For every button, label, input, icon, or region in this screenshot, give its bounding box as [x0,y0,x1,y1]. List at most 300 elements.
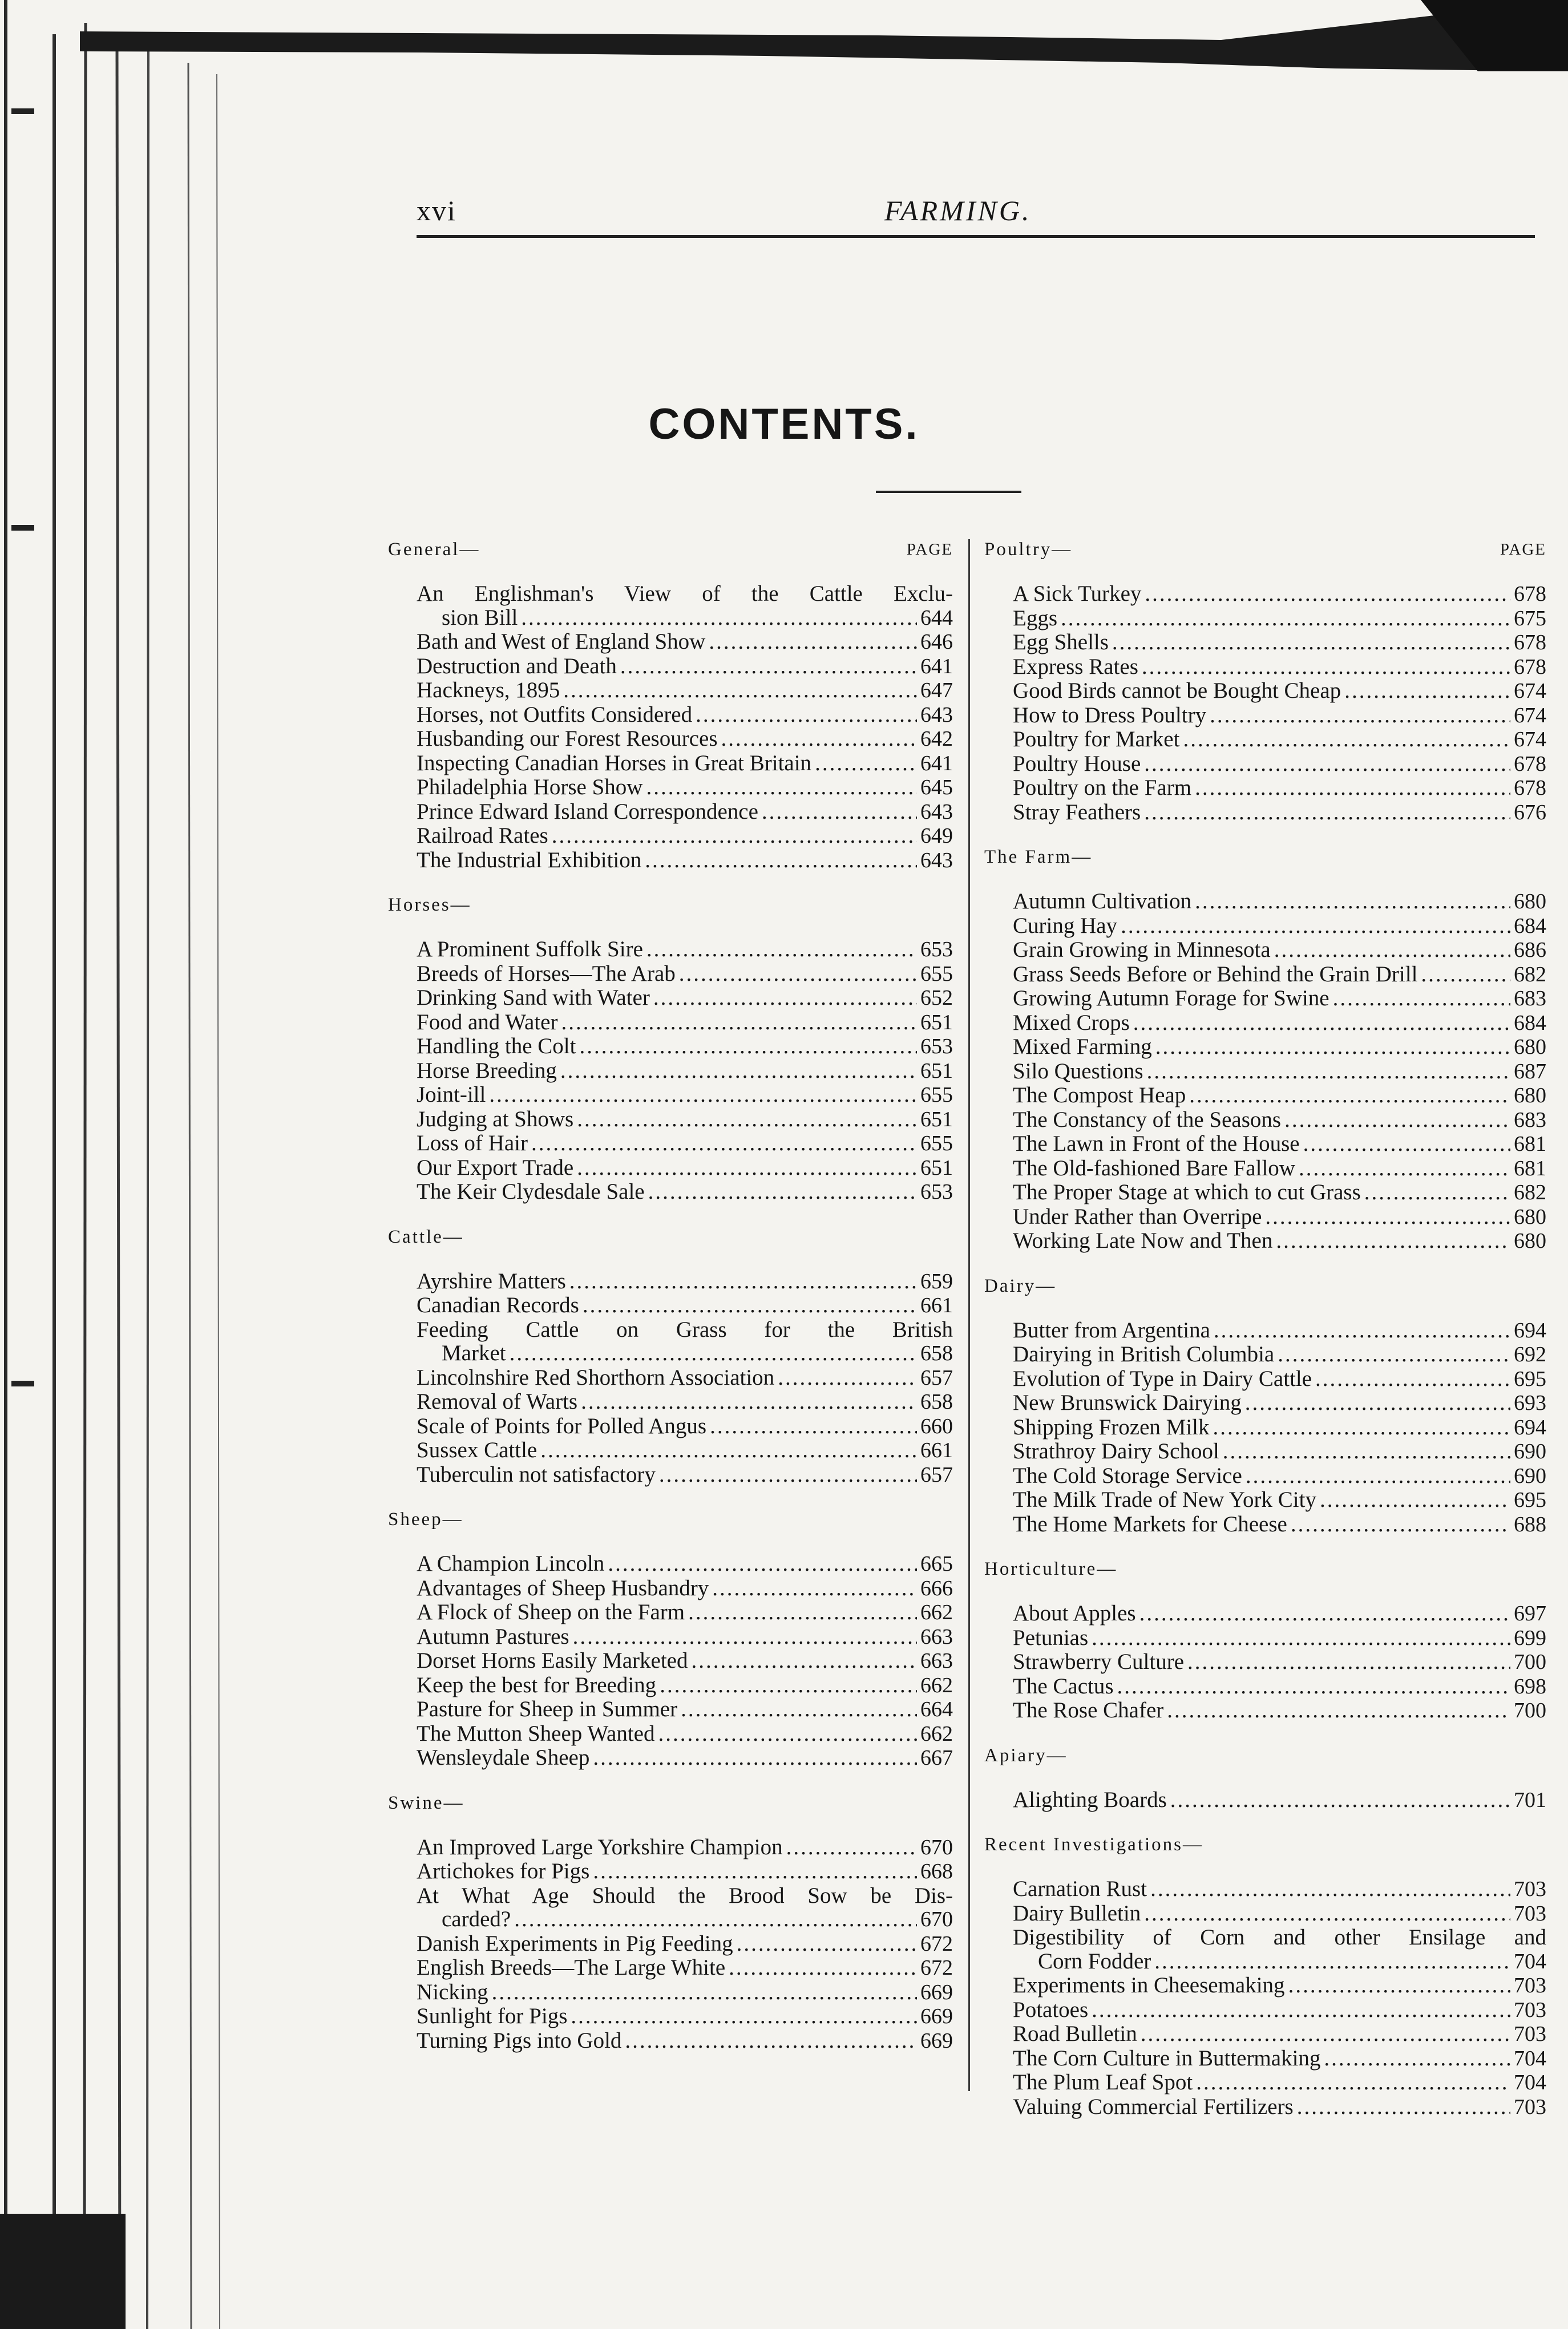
section-heading-text: Cattle— [388,1226,464,1247]
entry-title: How to Dress Poultry [1013,702,1207,727]
entry-page-number: 698 [1514,1674,1546,1699]
contents-section [984,1831,1546,2119]
dot-leader [581,1390,917,1414]
contents-entry [417,1649,953,1673]
entry-title: Poultry on the Farm [1013,775,1192,800]
contents-entry [1013,1650,1546,1675]
entry-page-number: 658 [920,1390,953,1414]
contents-entry [417,986,953,1010]
entry-page-number: 661 [920,1293,953,1317]
entry-page-number: 688 [1514,1512,1546,1537]
dot-leader [1265,1205,1510,1229]
contents-entry [417,1293,953,1318]
entry-page-number: 680 [1514,1204,1546,1229]
section-heading-text: Sheep— [388,1509,463,1530]
entry-title: Curing Hay [1013,913,1118,938]
dot-leader [712,1576,917,1600]
dot-leader [1154,1950,1510,1974]
section-heading-text: Poultry— [984,539,1073,560]
entry-continuation [417,1341,953,1366]
right-column [984,536,1546,2138]
dot-leader [815,751,917,775]
entry-page-number: 651 [920,1010,953,1034]
entry-continuation [417,1907,953,1932]
dot-leader [1214,1319,1510,1343]
entry-title: About Apples [1013,1601,1136,1626]
entry-page-number: 692 [1514,1343,1546,1366]
entry-page-number: 667 [920,1746,953,1770]
entry-title: New Brunswick Dairying [1013,1390,1242,1415]
entry-page-number: 669 [920,1980,953,2004]
entry-title: Poultry House [1013,751,1141,776]
dot-leader [1297,2095,1510,2119]
contents-entry [1013,582,1546,606]
contents-entry [417,1463,953,1487]
dot-leader [1144,752,1510,776]
dot-leader [1145,582,1510,606]
dot-leader [1141,2022,1510,2046]
contents-entry [1013,1180,1546,1205]
dot-leader [696,703,917,727]
contents-entry [417,751,953,776]
entry-title: Good Birds cannot be Bought Cheap [1013,678,1341,703]
entry-title: Butter from Argentina [1013,1317,1210,1343]
entry-page-number: 643 [920,799,953,824]
entry-title: A Sick Turkey [1013,581,1142,606]
entry-page-number: 682 [1514,1180,1546,1204]
dot-leader [1315,1367,1510,1391]
contents-entry [417,1884,953,1932]
contents-entry [1013,889,1546,914]
dot-leader [1150,1877,1510,1901]
entry-title: Dairying in British Columbia [1013,1342,1275,1366]
entry-title-cont: sion Bill [442,605,518,630]
dot-leader [620,654,917,678]
section-heading [388,892,953,918]
dot-leader [1117,1675,1510,1699]
dot-leader [737,1932,917,1956]
dot-leader [577,1107,917,1131]
contents-entry [1013,1108,1546,1133]
entry-title: Prince Edward Island Correspondence [417,799,758,824]
dot-leader [593,1859,917,1883]
entry-title: Lincolnshire Red Shorthorn Association [417,1365,775,1390]
entry-page-number: 662 [920,1721,953,1746]
dot-leader [569,1269,917,1293]
entry-page-number: 641 [920,654,953,678]
entry-page-number: 655 [920,1083,953,1107]
entry-title: Mixed Farming [1013,1034,1152,1059]
entry-page-number: 700 [1514,1650,1546,1674]
entry-page-number: 651 [920,1107,953,1131]
entry-title: Grass Seeds Before or Behind the Grain Drill [1013,961,1418,986]
entry-title: The Home Markets for Cheese [1013,1511,1287,1537]
contents-entry [417,1746,953,1770]
entry-page-number: 678 [1514,751,1546,776]
entry-page-number: 704 [1514,1949,1546,1974]
contents-entry [417,1673,953,1698]
dot-leader [563,678,917,702]
dot-leader [1121,914,1510,938]
dot-leader [1061,606,1510,630]
entry-title: Inspecting Canadian Horses in Great Britain [417,750,812,775]
entry-page-number: 687 [1514,1059,1546,1083]
dot-leader [1421,963,1510,986]
entry-page-number: 695 [1514,1488,1546,1512]
dot-leader [514,1907,917,1931]
section-heading [984,1273,1546,1299]
entry-page-number: 646 [920,630,953,654]
dot-leader [659,1463,917,1487]
contents-entry [417,824,953,848]
entry-page-number: 680 [1514,1229,1546,1253]
contents-entry [417,1156,953,1180]
entry-page-number: 704 [1514,2046,1546,2071]
entry-title: An Englishman's View of the Cattle Exclu- [417,581,953,606]
entry-title: Canadian Records [417,1293,579,1317]
entry-title: Keep the best for Breeding [417,1672,657,1697]
entry-page-number: 680 [1514,1083,1546,1107]
contents-entry [417,800,953,824]
dot-leader [579,1034,917,1058]
contents-entry [417,1722,953,1746]
contents-section [984,844,1546,1254]
contents-entry [1013,914,1546,939]
entry-title: At What Age Should the Brood Sow be Dis- [417,1883,953,1908]
entry-page-number: 670 [920,1907,953,1931]
entry-page-number: 703 [1514,2022,1546,2046]
contents-entry [1013,1877,1546,1902]
entry-title: Evolution of Type in Dairy Cattle [1013,1366,1312,1391]
top-edge-artifact [80,0,1568,71]
dot-leader [1142,655,1510,679]
contents-entry [417,1932,953,1956]
entry-page-number: 661 [920,1438,953,1462]
entry-page-number: 690 [1514,1440,1546,1463]
entry-page-number: 701 [1514,1788,1546,1812]
entry-page-number: 666 [920,1576,953,1600]
section-heading [388,1506,953,1533]
entry-title-cont: carded? [442,1907,511,1931]
dot-leader [1303,1132,1510,1156]
entry-title: Food and Water [417,1009,558,1034]
entry-page-number: 665 [920,1552,953,1576]
contents-entry [417,848,953,873]
dot-leader [492,1980,917,2004]
entry-page-number: 657 [920,1462,953,1487]
dot-leader [625,2029,917,2053]
dot-leader [681,1697,917,1721]
section-heading-text: Dairy— [984,1275,1057,1296]
entry-page-number: 669 [920,2028,953,2053]
contents-entry [1013,2095,1546,2120]
contents-entry [1013,752,1546,777]
contents-entry [1013,1011,1546,1036]
entry-page-number: 678 [1514,776,1546,800]
entry-title: The Plum Leaf Spot [1013,2070,1193,2095]
contents-entry [417,1625,953,1649]
entry-title: Judging at Shows [417,1106,574,1131]
page-folio: xvi [417,195,456,227]
entry-title: Poultry for Market [1013,727,1180,751]
section-heading-text: Horticulture— [984,1559,1118,1579]
dot-leader [1187,1650,1510,1674]
dot-leader [1092,1998,1510,2022]
entry-title: Scale of Points for Polled Angus [417,1413,707,1438]
contents-entry [417,630,953,654]
contents-section [984,536,1546,824]
dot-leader [721,727,917,751]
dot-leader [786,1835,917,1859]
entry-title: English Breeds—The Large White [417,1955,726,1980]
entry-title: Dairy Bulletin [1013,1901,1141,1926]
entry-page-number: 645 [920,775,953,799]
dot-leader [489,1083,917,1107]
dot-leader [1213,1416,1510,1440]
column-divider [968,539,970,2091]
entry-title: Wensleydale Sheep [417,1745,590,1770]
contents-section [388,1790,953,2053]
contents-entry [417,1131,953,1156]
contents-entry [417,1059,953,1083]
entry-page-number: 651 [920,1058,953,1083]
entry-title: Our Export Trade [417,1155,574,1180]
entry-title: The Old-fashioned Bare Fallow [1013,1155,1295,1180]
contents-entry [1013,1319,1546,1343]
contents-entry [1013,1626,1546,1651]
entry-page-number: 642 [920,727,953,751]
entry-title: Drinking Sand with Water [417,985,650,1010]
dot-leader [688,1600,917,1624]
entry-title: The Constancy of the Seasons [1013,1107,1282,1132]
dot-leader [648,1180,917,1204]
section-heading-text: Recent Investigations— [984,1834,1204,1855]
contents-entry [417,1552,953,1576]
contents-entry [417,1576,953,1601]
contents-section [984,1273,1546,1537]
section-heading-text: Apiary— [984,1745,1068,1766]
entry-page-number: 647 [920,678,953,702]
dot-leader [691,1649,917,1673]
entry-page-number: 669 [920,2004,953,2028]
dot-leader [552,824,917,848]
entry-title: Nicking [417,1979,488,2004]
contents-entry [1013,1675,1546,1699]
contents-entry [1013,776,1546,800]
entry-title: Hackneys, 1895 [417,678,560,702]
entry-page-number: 686 [1514,938,1546,962]
entry-title: Road Bulletin [1013,2021,1137,2046]
contents-entry [417,703,953,727]
entry-title: A Champion Lincoln [417,1551,605,1576]
dot-leader [560,1059,917,1083]
left-column [388,536,953,2072]
dot-leader [1324,2047,1510,2071]
entry-page-number: 668 [920,1859,953,1883]
dot-leader [1284,1108,1510,1132]
entry-page-number: 681 [1514,1132,1546,1156]
dot-leader [593,1746,917,1770]
entry-page-number: 674 [1514,703,1546,727]
entry-title: Shipping Frozen Milk [1013,1414,1210,1440]
entry-page-number: 674 [1514,727,1546,751]
entry-page-number: 703 [1514,2095,1546,2119]
contents-entry [1013,727,1546,752]
entry-title: The Corn Culture in Buttermaking [1013,2045,1321,2071]
entry-page-number: 655 [920,1131,953,1155]
entry-title: The Industrial Exhibition [417,847,642,872]
entry-title: Strathroy Dairy School [1013,1439,1219,1463]
entry-title: A Prominent Suffolk Sire [417,937,643,961]
entry-page-number: 672 [920,1931,953,1956]
dot-leader [571,2004,917,2028]
dot-leader [653,986,917,1010]
section-heading [388,1224,953,1250]
section-heading-text: Horses— [388,895,471,915]
entry-title: Sussex Cattle [417,1438,538,1462]
entry-title: Pasture for Sheep in Summer [417,1697,678,1721]
dot-leader [1170,1788,1510,1812]
dot-leader [1364,1180,1510,1204]
contents-entry [1013,963,1546,987]
entry-title: Loss of Hair [417,1131,528,1155]
page-column-label: PAGE [1500,540,1546,559]
entry-page-number: 694 [1514,1415,1546,1440]
dot-leader [1288,1974,1510,1998]
contents-entry [1013,1157,1546,1181]
entry-title: Eggs [1013,605,1057,630]
entry-page-number: 680 [1514,889,1546,913]
entry-title: Under Rather than Overripe [1013,1204,1262,1229]
dot-leader [729,1956,917,1980]
contents-entry [1013,1926,1546,1974]
contents-entry [1013,1464,1546,1489]
dot-leader [1291,1513,1510,1537]
section-heading [984,1831,1546,1858]
contents-entry [1013,1367,1546,1392]
entry-title: The Proper Stage at which to cut Grass [1013,1180,1361,1204]
dot-leader [1320,1488,1510,1512]
contents-entry [417,1859,953,1884]
entry-page-number: 651 [920,1155,953,1180]
section-heading-text: General— [388,539,480,560]
dot-leader [1092,1626,1510,1650]
dot-leader [1196,2071,1510,2095]
entry-title: Express Rates [1013,654,1138,679]
entry-title: The Milk Trade of New York City [1013,1487,1316,1512]
entry-title: Experiments in Cheesemaking [1013,1973,1285,1998]
dot-leader [1299,1157,1510,1180]
contents-entry [1013,1974,1546,1998]
dot-leader [1167,1699,1510,1723]
contents-entry [417,1390,953,1414]
contents-entry [1013,1083,1546,1108]
contents-entry [1013,800,1546,825]
entry-title: Joint-ill [417,1082,486,1107]
entry-title: Dorset Horns Easily Marketed [417,1648,688,1673]
dot-leader [540,1438,917,1462]
entry-title: Ayrshire Matters [417,1268,566,1293]
dot-leader [510,1341,917,1365]
entry-page-number: 678 [1514,630,1546,654]
entry-page-number: 663 [920,1649,953,1673]
contents-entry [1013,1488,1546,1513]
dot-leader [1139,1602,1510,1626]
entry-title: The Lawn in Front of the House [1013,1131,1300,1156]
binding-edge-artifact [0,0,228,2329]
contents-entry [417,1835,953,1860]
contents-entry [1013,1391,1546,1416]
contents-entry [1013,679,1546,703]
entry-page-number: 694 [1514,1318,1546,1343]
contents-entry [1013,1229,1546,1254]
entry-page-number: 653 [920,1034,953,1058]
entry-title: Handling the Colt [417,1034,576,1058]
entry-title: Destruction and Death [417,653,617,678]
entry-title: Breeds of Horses—The Arab [417,961,676,986]
contents-entry [417,1414,953,1439]
dot-leader [583,1293,917,1317]
entry-page-number: 662 [920,1673,953,1697]
entry-title: Alighting Boards [1013,1787,1167,1812]
entry-title: Strawberry Culture [1013,1649,1185,1674]
contents-entry [417,1956,953,1980]
entry-title: Advantages of Sheep Husbandry [417,1575,709,1600]
section-heading [984,1742,1546,1769]
entry-page-number: 659 [920,1269,953,1293]
entry-page-number: 643 [920,848,953,872]
entry-title: Growing Autumn Forage for Swine [1013,986,1329,1010]
contents-entry [417,1034,953,1059]
entry-title: Feeding Cattle on Grass for the British [417,1317,953,1342]
entry-page-number: 684 [1514,913,1546,938]
entry-page-number: 672 [920,1956,953,1980]
entry-title: The Keir Clydesdale Sale [417,1179,645,1204]
dot-leader [778,1366,917,1390]
entry-title: Working Late Now and Then [1013,1228,1273,1253]
contents-entry [417,775,953,800]
contents-entry [417,1269,953,1294]
entry-title: The Cactus [1013,1673,1114,1699]
contents-section [388,892,953,1204]
contents-entry [1013,2047,1546,2071]
entry-page-number: 697 [1514,1602,1546,1626]
entry-title-cont: Market [442,1341,506,1365]
contents-entry [417,1697,953,1722]
entry-page-number: 693 [1514,1391,1546,1415]
entry-page-number: 690 [1514,1463,1546,1488]
entry-page-number: 662 [920,1600,953,1624]
entry-title: Autumn Pastures [417,1624,569,1649]
contents-entry [1013,606,1546,631]
entry-title: Turning Pigs into Gold [417,2028,622,2053]
entry-page-number: 683 [1514,986,1546,1010]
dot-leader [1210,703,1510,727]
section-heading [388,536,953,563]
contents-entry [1013,986,1546,1011]
dot-leader [1245,1391,1510,1415]
entry-page-number: 643 [920,702,953,727]
dot-leader [1155,1035,1510,1059]
contents-entry [1013,1513,1546,1537]
contents-entry [417,937,953,962]
entry-title: Mixed Crops [1013,1010,1130,1035]
contents-entry [417,1600,953,1625]
dot-leader [646,937,917,961]
dot-leader [1195,776,1510,800]
contents-entry [1013,1416,1546,1440]
entry-title: The Mutton Sheep Wanted [417,1721,655,1746]
